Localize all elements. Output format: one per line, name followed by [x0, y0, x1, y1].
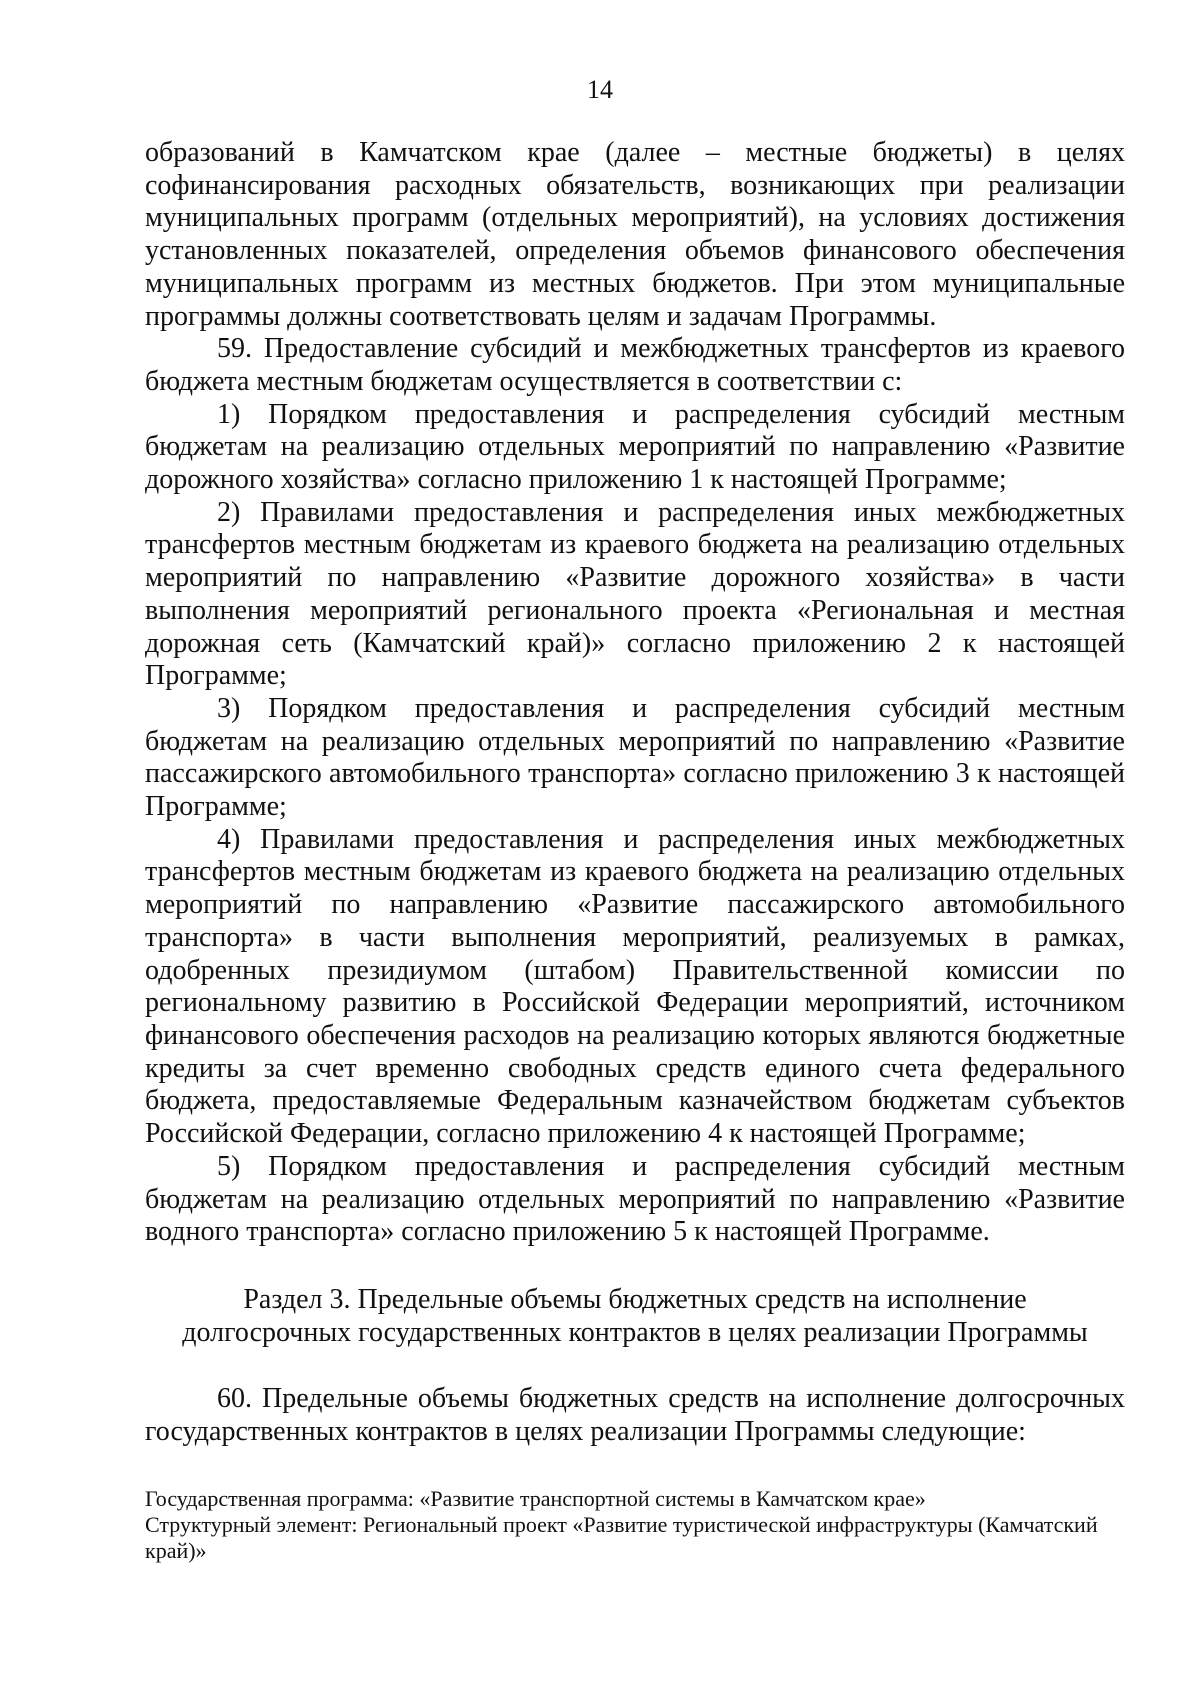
document-body [145, 137, 1125, 1564]
list-item-4: 4) Правилами предоставления и распределения иных межбюджетных трансфертов местным бюджетам из краевого бюджета на реализацию отдельных мероприятий по направлению «Развитие пассажирского автомобильного транспорта» в части выполнения мероприятий, реализуемых в рамках, одобренных президиумом (штабом) Правительственной комиссии по региональному развитию в Российской Федерации мероприятий, источником финансового обеспечения расходов на реализацию которых являются бюджетные кредиты за счет временно свободных средств единого счета федерального бюджета, предоставляемые Федеральным казначейством бюджетам субъектов Российской Федерации, согласно приложению 4 к настоящей Программе; [145, 823, 1125, 1150]
paragraph-intro: образований в Камчатском крае (далее – местные бюджеты) в целях софинансирования расходных обязательств, возникающих при реализации муниципальных программ (отдельных мероприятий), на условиях достижения установленных показателей, определения объемов финансового обеспечения муниципальных программ из местных бюджетов. При этом муниципальные программы должны соответствовать целям и задачам Программы. [145, 137, 1125, 332]
list-item-1: 1) Порядком предоставления и распределения субсидий местным бюджетам на реализацию отдельных мероприятий по направлению «Развитие дорожного хозяйства» согласно приложению 1 к настоящей Программе; [145, 398, 1125, 496]
list-item-2: 2) Правилами предоставления и распределения иных межбюджетных трансфертов местным бюджетам из краевого бюджета на реализацию отдельных мероприятий по направлению «Развитие дорожного хозяйства» в части выполнения мероприятий регионального проекта «Региональная и местная дорожная сеть (Камчатский край)» согласно приложению 2 к настоящей Программе; [145, 496, 1125, 692]
spacer [145, 1349, 1125, 1383]
paragraph-60: 60. Предельные объемы бюджетных средств на исполнение долгосрочных государственных контрактов в целях реализации Программы следующие: [145, 1382, 1125, 1447]
section-heading-line-2: долгосрочных государственных контрактов в целях реализации Программы [182, 1316, 1088, 1348]
structural-element-line: Структурный элемент: Региональный проект «Развитие туристической инфраструктуры (Камчатский край)» [145, 1512, 1098, 1564]
list-item-5: 5) Порядком предоставления и распределения субсидий местным бюджетам на реализацию отдельных мероприятий по направлению «Развитие водного транспорта» согласно приложению 5 к настоящей Программе. [145, 1150, 1125, 1248]
section-heading-line-1: Раздел 3. Предельные объемы бюджетных средств на исполнение [243, 1283, 1027, 1315]
list-item-3: 3) Порядком предоставления и распределения субсидий местным бюджетам на реализацию отдельных мероприятий по направлению «Развитие пассажирского автомобильного транспорта» согласно приложению 3 к настоящей Программе; [145, 692, 1125, 823]
page-number: 14 [587, 75, 613, 104]
spacer [145, 1249, 1125, 1283]
spacer [145, 1448, 1125, 1486]
program-line: Государственная программа: «Развитие транспортной системы в Камчатском крае» [145, 1486, 926, 1512]
paragraph-59: 59. Предоставление субсидий и межбюджетных трансфертов из краевого бюджета местным бюджетам осуществляется в соответствии с: [145, 333, 1125, 397]
